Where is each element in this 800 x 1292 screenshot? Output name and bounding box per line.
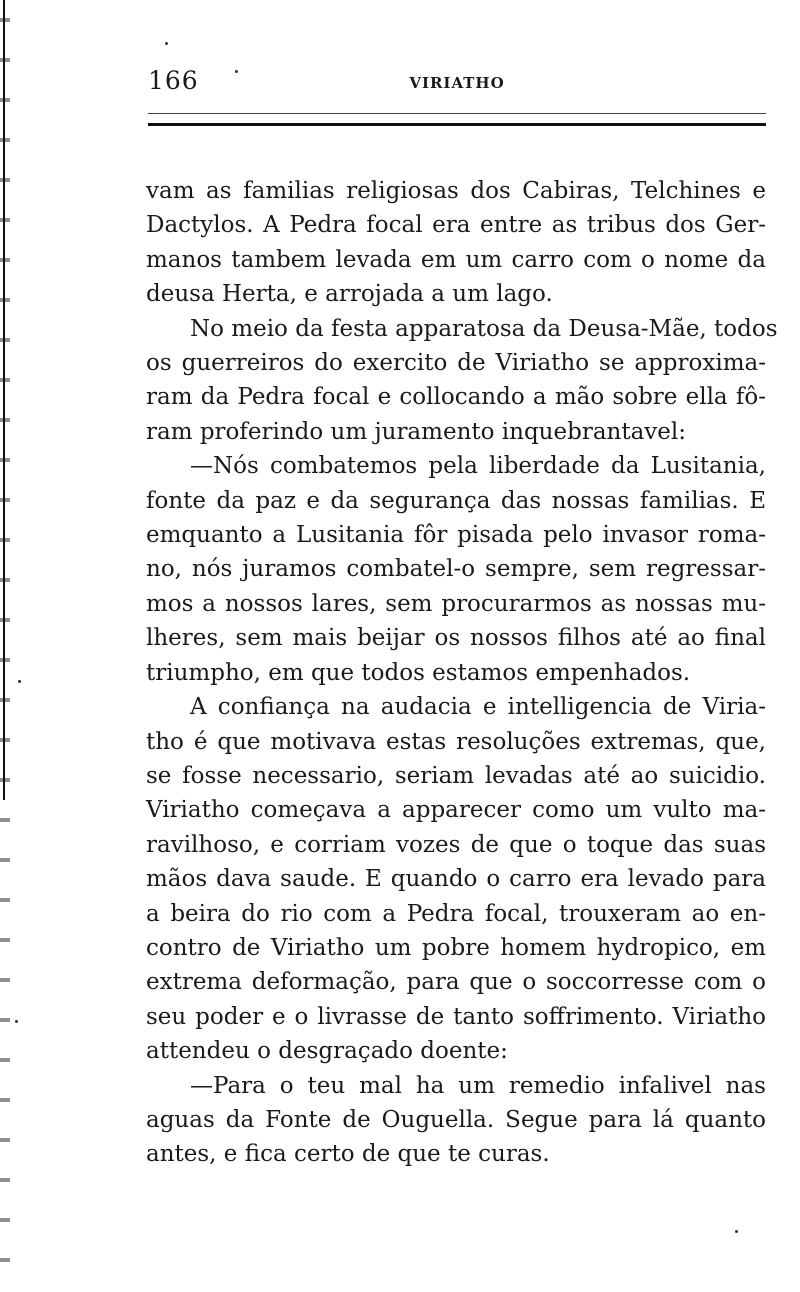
print-speck — [735, 1230, 738, 1233]
print-speck — [18, 680, 21, 683]
text-line: deusa Herta, e arrojada a um lago. — [146, 281, 553, 308]
text-line: se fosse necessario, seriam levadas até ao suicidio. — [146, 762, 766, 789]
text-line: ram proferindo um juramento inquebrantavel: — [146, 418, 687, 445]
page-binding-line — [3, 0, 5, 800]
text-line: manos tambem levada em um carro com o nome da — [146, 246, 766, 273]
text-line: triumpho, em que todos estamos empenhados. — [146, 659, 691, 686]
text-line: Viriatho começava a apparecer como um vulto ma- — [146, 797, 766, 824]
text-line: attendeu o desgraçado doente: — [146, 1038, 508, 1065]
text-line: mãos dava saude. E quando o carro era levado para — [146, 866, 766, 893]
print-speck — [15, 1020, 18, 1023]
text-line: a beira do rio com a Pedra focal, trouxeram ao en- — [146, 900, 766, 927]
print-speck — [235, 70, 238, 73]
text-line: seu poder e o livrasse de tanto soffrimento. Viriatho — [146, 1003, 766, 1030]
text-line: ravilhoso, e corriam vozes de que o toque das suas — [146, 831, 766, 858]
text-line: contro de Viriatho um pobre homem hydropico, em — [146, 934, 766, 961]
page-number: 166 — [148, 66, 199, 95]
text-line: Dactylos. A Pedra focal era entre as tribus dos Ger- — [146, 212, 766, 239]
print-speck — [165, 42, 168, 45]
text-line: no, nós juramos combatel-o sempre, sem regressar- — [146, 556, 766, 583]
text-line: antes, e fica certo de que te curas. — [146, 1141, 550, 1168]
page-binding-edge — [0, 0, 10, 1292]
text-line: No meio da festa apparatosa da Deusa-Mãe, todos — [190, 315, 778, 342]
header-rule-thin — [148, 113, 766, 114]
text-line: ram da Pedra focal e collocando a mão sobre ella fô- — [146, 384, 766, 411]
text-line: mos a nossos lares, sem procurarmos as nossas mu- — [146, 590, 766, 617]
text-line: —Para o teu mal ha um remedio infalivel nas — [190, 1072, 766, 1099]
running-title: VIRIATHO — [409, 74, 505, 92]
page-header — [148, 66, 766, 102]
header-rule-thick — [148, 123, 766, 126]
text-line: extrema deformação, para que o soccorresse com o — [146, 969, 766, 996]
text-line: aguas da Fonte de Ouguella. Segue para lá quanto — [146, 1106, 766, 1133]
text-line: fonte da paz e da segurança das nossas familias. E — [146, 487, 766, 514]
text-line: A confiança na audacia e intelligencia de Viria- — [190, 694, 766, 721]
text-line: —Nós combatemos pela liberdade da Lusitania, — [190, 453, 766, 480]
text-line: emquanto a Lusitania fôr pisada pelo invasor roma- — [146, 522, 766, 549]
text-line: vam as familias religiosas dos Cabiras, Telchines e — [146, 178, 766, 204]
text-line: tho é que motivava estas resoluções extremas, que, — [146, 728, 766, 755]
text-line: lheres, sem mais beijar os nossos filhos até ao final — [146, 625, 766, 652]
text-line: os guerreiros do exercito de Viriatho se approxima- — [146, 350, 766, 377]
body-text — [146, 174, 778, 1172]
